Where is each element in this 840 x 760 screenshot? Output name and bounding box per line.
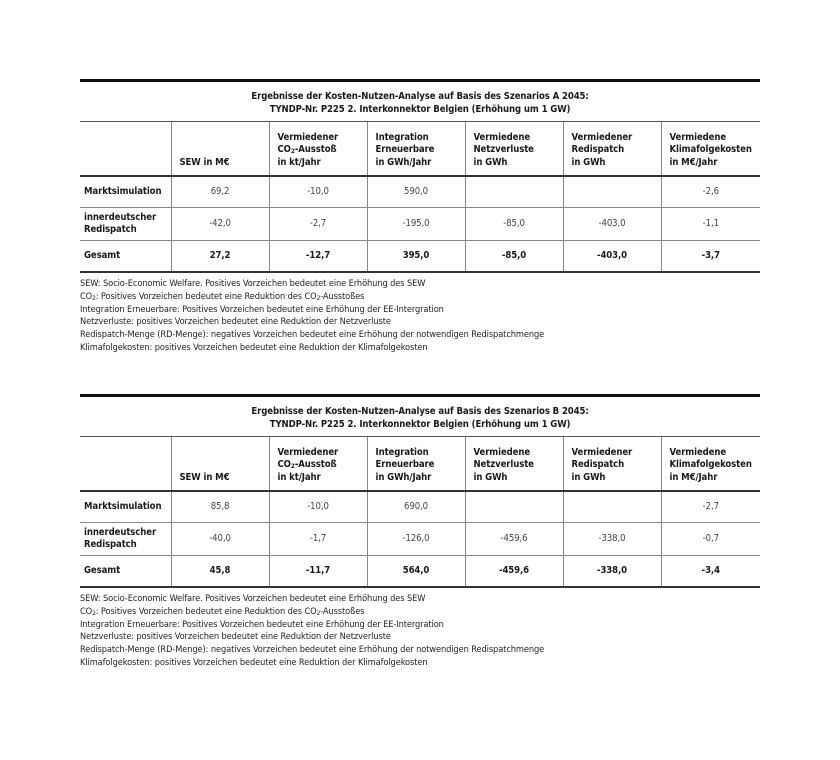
row-label: Marktsimulation <box>80 176 171 208</box>
note-sew: SEW: Socio-Economic Welfare. Positives Vorzeichen bedeutet eine Erhöhung des SEW <box>80 593 426 604</box>
table-row-total <box>80 241 760 273</box>
cell-sew: -40,0 <box>171 523 269 556</box>
header-empty <box>80 122 171 177</box>
cell-ee: 590,0 <box>367 176 465 208</box>
cell-co2: -2,7 <box>269 208 367 241</box>
cell-klima: -0,7 <box>661 523 760 556</box>
cba-table-scenario-a <box>80 79 760 273</box>
cell-ee: 395,0 <box>367 241 465 273</box>
cell-netz: -459,6 <box>465 556 563 588</box>
cell-netz: -85,0 <box>465 241 563 273</box>
row-label: Gesamt <box>80 241 171 273</box>
table-title <box>80 397 760 437</box>
title-line-2: TYNDP-Nr. P225 2. Interkonnektor Belgien (Erhöhung um 1 GW) <box>269 103 571 115</box>
cell-ee: -126,0 <box>367 523 465 556</box>
footnotes-a <box>80 278 544 355</box>
row-label: innerdeutscher Redispatch <box>80 208 171 241</box>
table-row-total <box>80 556 760 588</box>
cell-klima: -3,7 <box>661 241 760 273</box>
note-netzverluste: Netzverluste: positives Vorzeichen bedeutet eine Reduktion der Netzverluste <box>80 316 391 328</box>
note-co2: $CO_2$: Positives Vorzeichen bedeutet eine Reduktion des $CO_2$-Ausstoßes <box>80 605 365 617</box>
cell-klima: -2,7 <box>661 491 760 523</box>
header-redispatch: Vermiedener Redispatch in GWh <box>563 437 661 492</box>
cell-rd: -338,0 <box>563 523 661 556</box>
header-empty <box>80 437 171 492</box>
table-row <box>80 208 760 241</box>
header-co2: Vermiedener $CO_2$-Ausstoß in kt/Jahr <box>269 122 367 177</box>
title-line-1: Ergebnisse der Kosten-Nutzen-Analyse auf Basis des Szenarios B 2045: <box>251 406 589 417</box>
note-integration: Integration Erneuerbare: Positives Vorzeichen bedeutet eine Erhöhung der EE-Intergration <box>80 618 444 630</box>
cell-rd: -403,0 <box>563 208 661 241</box>
note-klimafolgekosten: Klimafolgekosten: positives Vorzeichen bedeutet eine Reduktion der Klimafolgekosten <box>80 341 428 353</box>
table-row <box>80 491 760 523</box>
note-redispatch: Redispatch-Menge (RD-Menge): negatives Vorzeichen bedeutet eine Erhöhung der notwendigen Redispatchmenge <box>80 329 545 341</box>
table-row <box>80 176 760 208</box>
cell-sew: 85,8 <box>171 491 269 523</box>
cell-klima: -1,1 <box>661 208 760 241</box>
cell-netz <box>465 491 563 523</box>
cell-netz: -459,6 <box>465 523 563 556</box>
cell-netz <box>465 176 563 208</box>
cell-sew: 69,2 <box>171 176 269 208</box>
cell-ee: 690,0 <box>367 491 465 523</box>
header-netzverluste: Vermiedene Netzverluste in GWh <box>465 437 563 492</box>
header-row <box>80 437 760 492</box>
results-table <box>80 82 760 273</box>
row-label: Gesamt <box>80 556 171 588</box>
cell-co2: -10,0 <box>269 491 367 523</box>
title-line-2: TYNDP-Nr. P225 2. Interkonnektor Belgien (Erhöhung um 1 GW) <box>269 418 571 430</box>
cell-co2: -12,7 <box>269 241 367 273</box>
note-klimafolgekosten: Klimafolgekosten: positives Vorzeichen bedeutet eine Reduktion der Klimafolgekosten <box>80 656 428 668</box>
results-table <box>80 397 760 588</box>
cell-klima: -2,6 <box>661 176 760 208</box>
note-redispatch: Redispatch-Menge (RD-Menge): negatives Vorzeichen bedeutet eine Erhöhung der notwendigen Redispatchmenge <box>80 644 545 656</box>
note-netzverluste: Netzverluste: positives Vorzeichen bedeutet eine Reduktion der Netzverluste <box>80 631 391 643</box>
header-integration: Integration Erneuerbare in GWh/Jahr <box>367 122 465 177</box>
table-title <box>80 82 760 122</box>
title-line-1: Ergebnisse der Kosten-Nutzen-Analyse auf Basis des Szenarios A 2045: <box>251 91 589 102</box>
cell-ee: 564,0 <box>367 556 465 588</box>
footnotes-b <box>80 593 544 670</box>
header-row <box>80 122 760 177</box>
cell-klima: -3,4 <box>661 556 760 588</box>
cba-table-scenario-b <box>80 394 760 588</box>
cell-co2: -11,7 <box>269 556 367 588</box>
note-integration: Integration Erneuerbare: Positives Vorzeichen bedeutet eine Erhöhung der EE-Intergration <box>80 303 444 315</box>
header-sew: SEW in M€ <box>171 437 269 492</box>
cell-rd <box>563 176 661 208</box>
row-label: innerdeutscher Redispatch <box>80 523 171 556</box>
header-redispatch: Vermiedener Redispatch in GWh <box>563 122 661 177</box>
table-row <box>80 523 760 556</box>
cell-sew: 27,2 <box>171 241 269 273</box>
row-label: Marktsimulation <box>80 491 171 523</box>
cell-netz: -85,0 <box>465 208 563 241</box>
cell-sew: -42,0 <box>171 208 269 241</box>
header-sew: SEW in M€ <box>171 122 269 177</box>
cell-co2: -10,0 <box>269 176 367 208</box>
cell-ee: -195,0 <box>367 208 465 241</box>
cell-sew: 45,8 <box>171 556 269 588</box>
cell-rd: -338,0 <box>563 556 661 588</box>
note-co2: $CO_2$: Positives Vorzeichen bedeutet eine Reduktion des $CO_2$-Ausstoßes <box>80 290 365 302</box>
header-integration: Integration Erneuerbare in GWh/Jahr <box>367 437 465 492</box>
header-co2: Vermiedener $CO_2$-Ausstoß in kt/Jahr <box>269 437 367 492</box>
cell-rd <box>563 491 661 523</box>
cell-co2: -1,7 <box>269 523 367 556</box>
header-netzverluste: Vermiedene Netzverluste in GWh <box>465 122 563 177</box>
header-klimafolgekosten: Vermiedene Klimafolgekosten in M€/Jahr <box>661 122 760 177</box>
header-klimafolgekosten: Vermiedene Klimafolgekosten in M€/Jahr <box>661 437 760 492</box>
note-sew: SEW: Socio-Economic Welfare. Positives Vorzeichen bedeutet eine Erhöhung des SEW <box>80 278 426 289</box>
cell-rd: -403,0 <box>563 241 661 273</box>
